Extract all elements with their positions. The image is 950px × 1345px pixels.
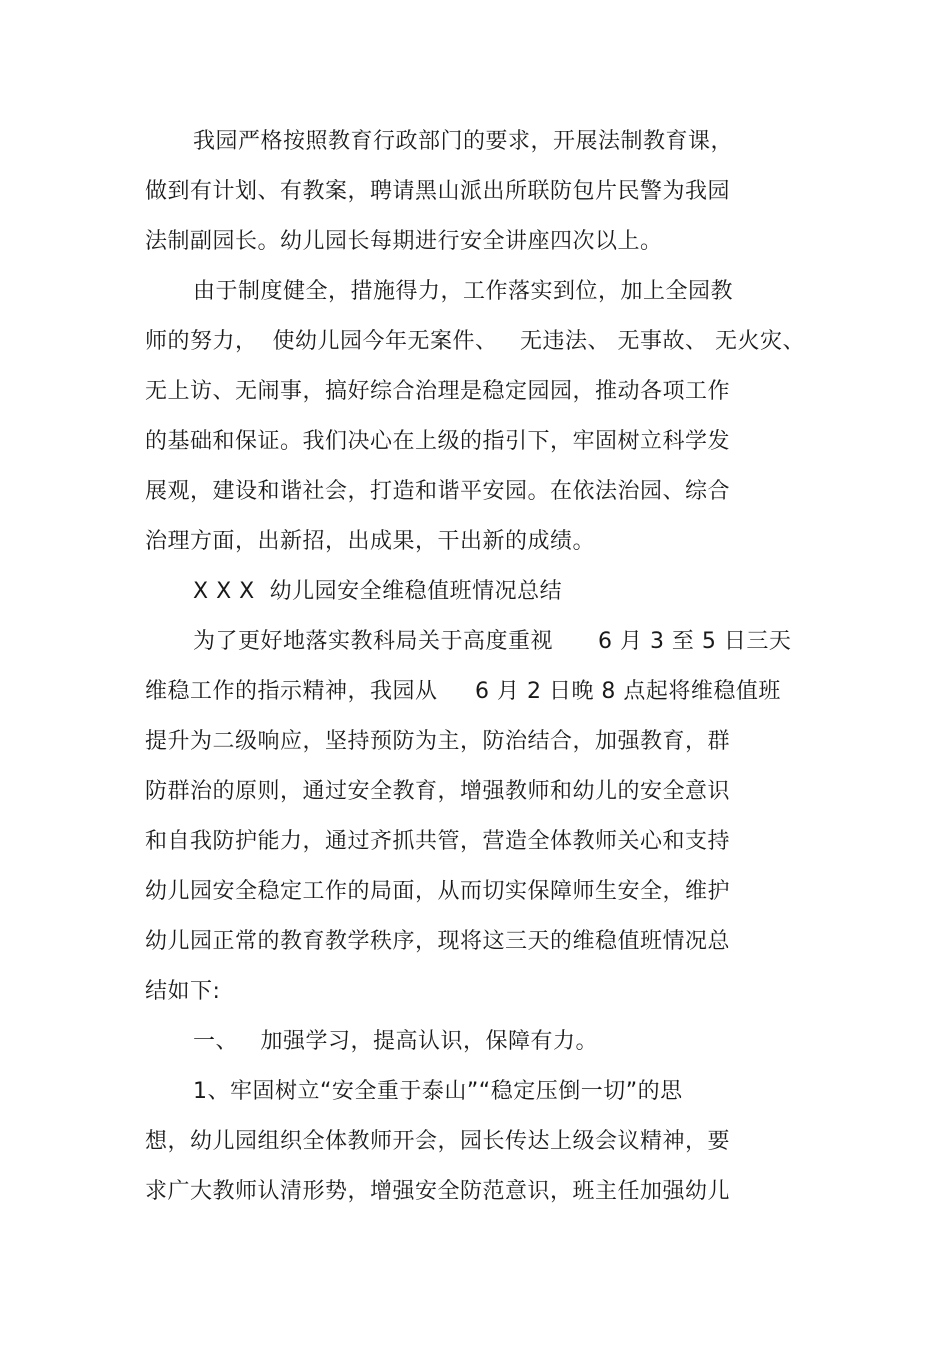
section-title: X X X 幼儿园安全维稳值班情况总结 — [193, 579, 563, 604]
paragraph-line: 1、牢固树立“安全重于泰山”“稳定压倒一切”的思 — [193, 1079, 683, 1104]
paragraph-line: 无上访、无闹事，搞好综合治理是稳定园园，推动各项工作 — [145, 379, 731, 404]
paragraph-line: 我园严格按照教育行政部门的要求，开展法制教育课， — [193, 129, 734, 154]
paragraph-line: 想，幼儿园组织全体教师开会，园长传达上级会议精神，要 — [145, 1129, 731, 1154]
paragraph-line: 幼儿园正常的教育教学秩序，现将这三天的维稳值班情况总 — [145, 929, 731, 954]
paragraph-line: 维稳工作的指示精神，我园从 6 月 2 日晚 8 点起将维稳值班 — [145, 679, 781, 704]
paragraph-line: 提升为二级响应，坚持预防为主，防治结合，加强教育，群 — [145, 729, 731, 754]
paragraph-line: 防群治的原则，通过安全教育，增强教师和幼儿的安全意识 — [145, 779, 731, 804]
paragraph-line: 做到有计划、有教案，聘请黑山派出所联防包片民警为我园 — [145, 179, 731, 204]
paragraph-line: 求广大教师认清形势，增强安全防范意识，班主任加强幼儿 — [145, 1179, 731, 1204]
paragraph-line: 展观，建设和谐社会，打造和谐平安园。在依法治园、综合 — [145, 479, 731, 504]
paragraph-line: 由于制度健全，措施得力，工作落实到位，加上全园教 — [193, 279, 734, 304]
paragraph-line: 和自我防护能力，通过齐抓共管，营造全体教师关心和支持 — [145, 829, 731, 854]
section-heading: 一、 加强学习，提高认识，保障有力。 — [193, 1029, 598, 1054]
paragraph-line: 幼儿园安全稳定工作的局面，从而切实保障师生安全，维护 — [145, 879, 731, 904]
paragraph-line: 师的努力， 使幼儿园今年无案件、 无违法、 无事故、 无火灾、 — [145, 329, 805, 354]
paragraph-line: 结如下: — [145, 979, 221, 1004]
paragraph-line: 治理方面，出新招，出成果，干出新的成绩。 — [145, 529, 596, 554]
paragraph-line: 的基础和保证。我们决心在上级的指引下，牢固树立科学发 — [145, 429, 731, 454]
paragraph-line: 法制副园长。幼儿园长每期进行安全讲座四次以上。 — [145, 229, 663, 254]
paragraph-line: 为了更好地落实教科局关于高度重视 6 月 3 至 5 日三天 — [193, 629, 792, 654]
